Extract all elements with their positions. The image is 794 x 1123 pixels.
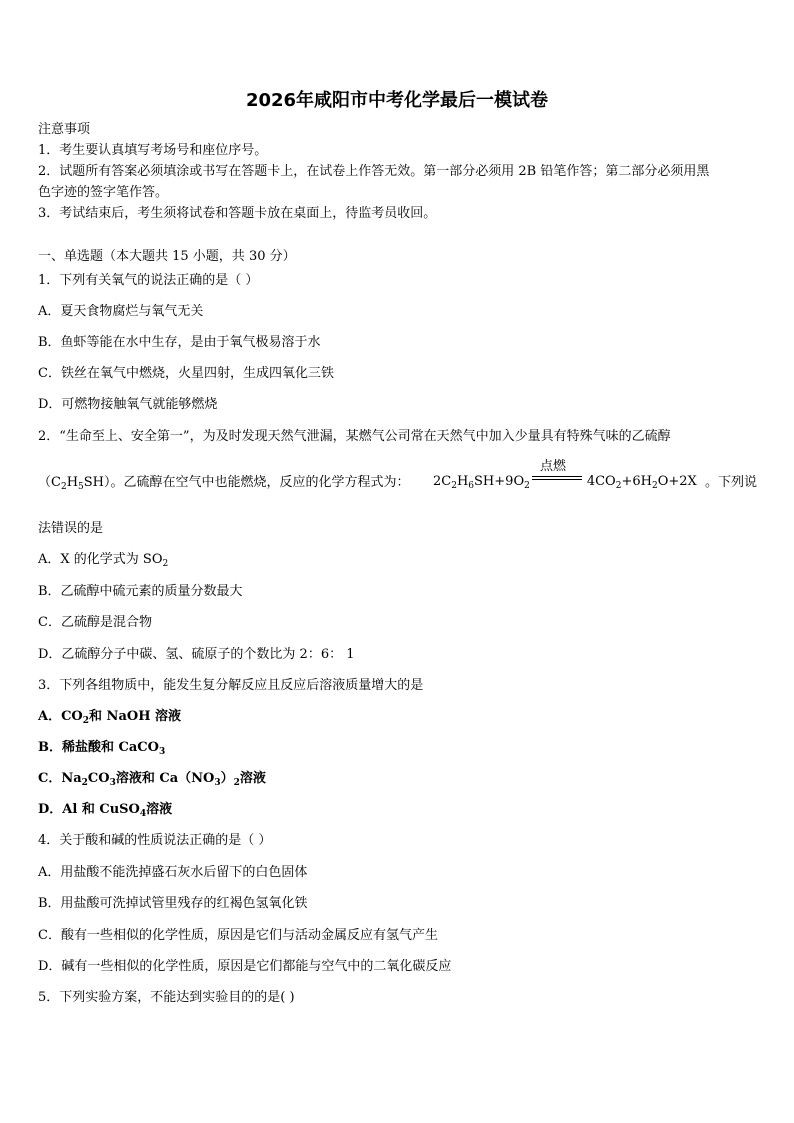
notice-item-3: 3．考试结束后，考生须将试卷和答题卡放在桌面上，待监考员收回。: [38, 206, 437, 221]
q4-option-a: A．用盐酸不能洗掉盛石灰水后留下的白色固体: [38, 865, 308, 880]
q2-option-b: B．乙硫醇中硫元素的质量分数最大: [38, 584, 243, 599]
section-heading: 一、单选题（本大题共 15 小题，共 30 分）: [38, 249, 296, 264]
page-title: 2026年咸阳市中考化学最后一模试卷: [245, 90, 549, 111]
q2-option-d: D．乙硫醇分子中碳、氢、硫原子的个数比为 2：6： 1: [38, 647, 355, 662]
notice-item-1: 1．考生要认真填写考场号和座位序号。: [38, 143, 268, 158]
q4-option-b: B．用盐酸可洗掉试管里残存的红褐色氢氧化铁: [38, 896, 308, 911]
equation-bar-bottom: [532, 479, 582, 480]
q4-option-c: C．酸有一些相似的化学性质，原因是它们与活动金属反应有氢气产生: [38, 928, 438, 943]
q3-option-c: C．$Na_2CO_3$溶液和 $Ca(NO_3)_2$溶液: [38, 771, 266, 788]
q3-option-d: D．Al 和 CuSO$_4$溶液: [38, 802, 173, 819]
q5-stem: 5．下列实验方案，不能达到实验目的的是( ): [38, 990, 295, 1005]
q2-option-a: A．X 的化学式为 $SO_2$: [38, 552, 169, 569]
q2-stem-line3: 法错误的是: [38, 521, 104, 536]
notice-item-2-cont: 色字迹的签字笔作答。: [38, 185, 169, 200]
q4-stem: 4．关于酸和碱的性质说法正确的是（ ）: [38, 833, 272, 848]
q2-stem-line2: $(C_2H_5SH)$。乙硫醇在空气中也能燃烧，反应的化学方程式为：: [38, 475, 410, 492]
q2-reaction-condition: 点燃: [540, 459, 567, 474]
notice-heading: 注意事项: [38, 122, 91, 137]
q3-stem: 3．下列各组物质中，能发生复分解反应且反应后溶液质量增大的是: [38, 678, 424, 693]
q1-stem: 1．下列有关氧气的说法正确的是（ ）: [38, 273, 259, 288]
notice-item-2: 2．试题所有答案必须填涂或书写在答题卡上，在试卷上作答无效。第一部分必须用 2B 铅笔作答；第二部分必须用黑: [38, 164, 710, 179]
q1-option-b: B．鱼虾等能在水中生存，是由于氧气极易溶于水: [38, 335, 321, 350]
q2-option-c: C．乙硫醇是混合物: [38, 615, 152, 630]
equation-bar-top: [532, 476, 582, 477]
q2-stem-tail: 。下列说: [705, 475, 758, 490]
q1-option-a: A．夏天食物腐烂与氧气无关: [38, 304, 204, 319]
q1-option-c: C．铁丝在氧气中燃烧，火星四射，生成四氧化三铁: [38, 366, 334, 381]
q2-equation: $2C_2H_6SH+9O_2$ $4CO_2+6H_2O+2X$: [433, 474, 697, 491]
q1-option-d: D．可燃物接触氧气就能够燃烧: [38, 397, 218, 412]
q2-stem-line1: 2．“生命至上、安全第一”，为及时发现天然气泄漏，某燃气公司常在天然气中加入少量具有特殊气味的乙硫醇: [38, 429, 671, 444]
q4-option-d: D．碱有一些相似的化学性质，原因是它们都能与空气中的二氧化碳反应: [38, 959, 452, 974]
q3-option-a: A．$CO_2$和 NaOH 溶液: [38, 709, 181, 726]
q3-option-b: B．稀盐酸和 CaCO$_3$: [38, 740, 166, 757]
